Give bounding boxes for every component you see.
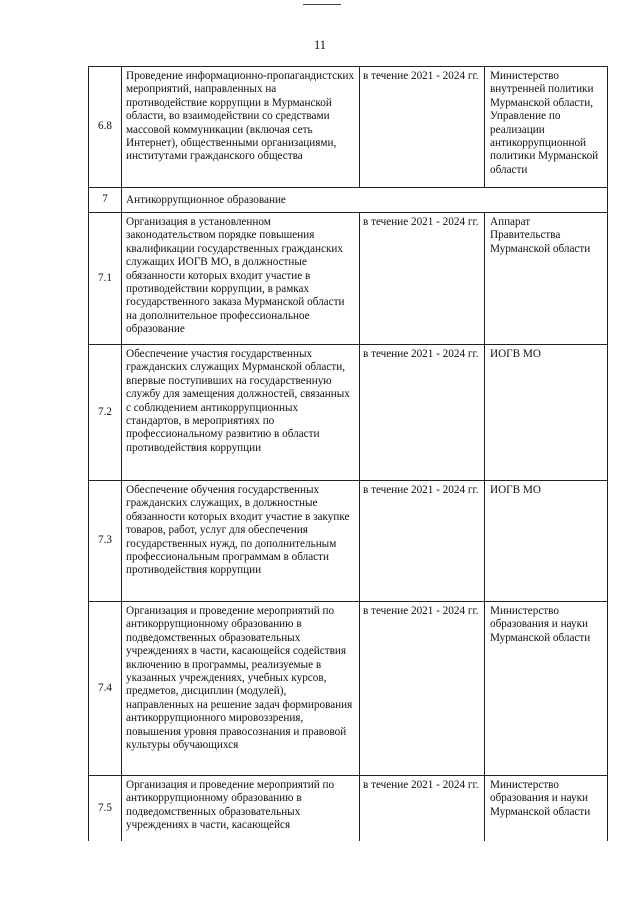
activity-text: Организация и проведение мероприятий по антикоррупционному образованию в подведомственных образовательных учреждениях в части, касающейся содействия включению в программы, реализуемые в указанных учреждениях, учебных курсов, предметов, дисциплин (модулей), направленных на решение задач формирования антикоррупционного мировоззрения, повышения уровня правосознания и правовой культуры обучающихся (122, 602, 360, 776)
executor-text: Министерство образования и науки Мурманской области (485, 776, 608, 841)
row-number: 7.2 (89, 345, 122, 481)
action-plan-table (88, 66, 608, 841)
section-row (89, 188, 608, 213)
section-title: Антикоррупционное образование (122, 188, 608, 213)
executor-text: Министерство образования и науки Мурманской области (485, 602, 608, 776)
row-number: 6.8 (89, 67, 122, 188)
section-number: 7 (89, 188, 122, 213)
activity-text: Обеспечение участия государственных гражданских служащих Мурманской области, впервые поступивших на государственную службу для замещения должностей, связанных с соблюдением антикоррупционных стандартов, в мероприятиях по профессиональному развитию в области противодействия коррупции (122, 345, 360, 481)
term-text: в течение 2021 - 2024 гг. (360, 345, 485, 481)
term-text: в течение 2021 - 2024 гг. (360, 67, 485, 188)
row-number: 7.1 (89, 213, 122, 345)
page-number: 11 (313, 38, 327, 52)
table-row (89, 213, 608, 345)
executor-text: ИОГВ МО (485, 481, 608, 602)
table-row (89, 776, 608, 841)
executor-text: Аппарат Правительства Мурманской области (485, 213, 608, 345)
term-text: в течение 2021 - 2024 гг. (360, 481, 485, 602)
table-row (89, 481, 608, 602)
term-text: в течение 2021 - 2024 гг. (360, 776, 485, 841)
top-rule (303, 4, 341, 5)
executor-text: ИОГВ МО (485, 345, 608, 481)
table-row (89, 345, 608, 481)
activity-text: Проведение информационно-пропагандистских мероприятий, направленных на противодействие коррупции в Мурманской области, во взаимодействии со средствами массовой коммуникации (включая сеть Интернет), общественными организациями, институтами гражданского общества (122, 67, 360, 188)
row-number: 7.5 (89, 776, 122, 841)
table-row (89, 67, 608, 188)
activity-text: Организация в установленном законодательством порядке повышения квалификации государственных гражданских служащих ИОГВ МО, в должностные обязанности которых входит участие в противодействии коррупции, в рамках государственного заказа Мурманской области на дополнительное профессиональное образование (122, 213, 360, 345)
activity-text: Организация и проведение мероприятий по антикоррупционному образованию в подведомственных образовательных учреждениях в части, касающейся (122, 776, 360, 841)
row-number: 7.3 (89, 481, 122, 602)
term-text: в течение 2021 - 2024 гг. (360, 602, 485, 776)
term-text: в течение 2021 - 2024 гг. (360, 213, 485, 345)
table-row (89, 602, 608, 776)
activity-text: Обеспечение обучения государственных гражданских служащих, в должностные обязанности которых входит участие в закупке товаров, работ, услуг для обеспечения государственных нужд, по дополнительным профессиональным программам в области противодействия коррупции (122, 481, 360, 602)
row-number: 7.4 (89, 602, 122, 776)
executor-text: Министерство внутренней политики Мурманской области, Управление по реализации антикоррупционной политики Мурманской области (485, 67, 608, 188)
